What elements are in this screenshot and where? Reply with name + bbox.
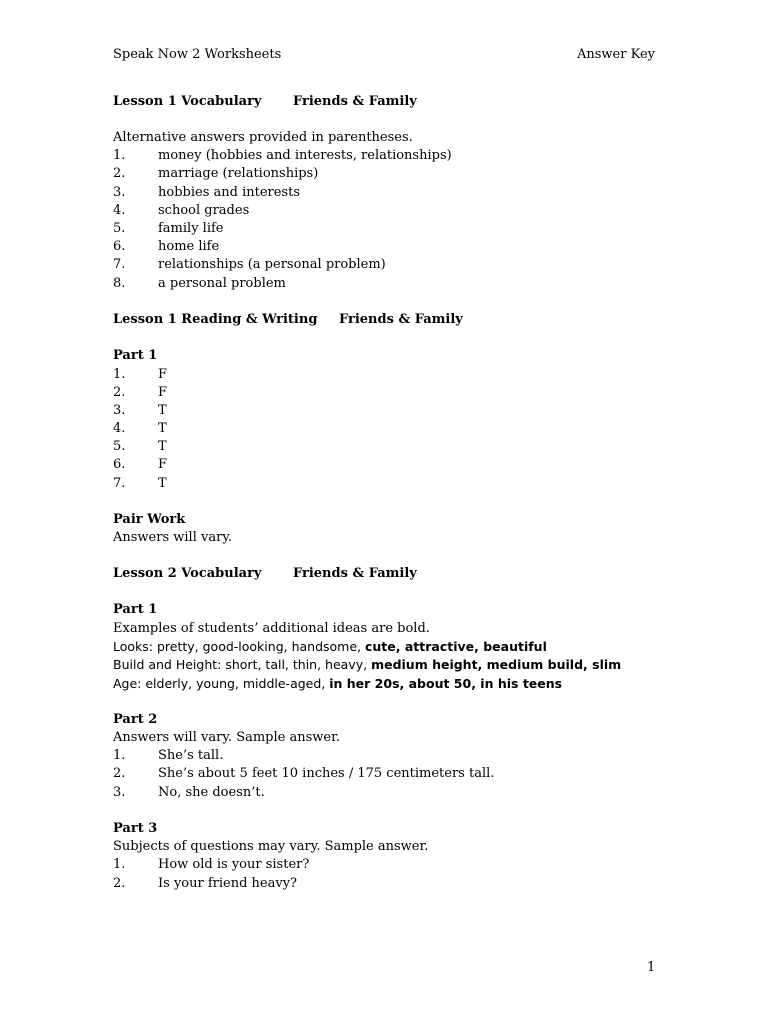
list-item: 2. marriage (relationships): [113, 166, 319, 181]
part-title: Pair Work: [113, 512, 186, 527]
list-item: 7. relationships (a personal problem): [113, 257, 386, 272]
part-title: Part 1: [113, 348, 158, 363]
page-header: [113, 47, 655, 65]
section-title: Lesson 2 Vocabulary: [113, 566, 262, 581]
list-item: 3. No, she doesn’t.: [113, 785, 265, 800]
section-theme: Friends & Family: [293, 94, 417, 109]
list-item: 8. a personal problem: [113, 276, 286, 291]
section-heading: [113, 93, 417, 111]
build-line: Build and Height: short, tall, thin, heavy, medium height, medium build, slim: [113, 657, 622, 672]
list-item: 7. T: [113, 476, 167, 491]
section-heading: [113, 565, 417, 583]
body-text: Answers will vary. Sample answer.: [113, 730, 341, 745]
list-item: 1. F: [113, 367, 168, 382]
page-number: 1: [647, 960, 656, 975]
part-title: Part 2: [113, 712, 158, 727]
section-title: Lesson 1 Reading & Writing: [113, 312, 318, 327]
section-heading: [113, 311, 463, 329]
list-item: 3. T: [113, 403, 167, 418]
part-title: Part 3: [113, 821, 158, 836]
list-item: 3. hobbies and interests: [113, 185, 300, 200]
list-item: 5. family life: [113, 221, 224, 236]
list-item: 4. T: [113, 421, 167, 436]
body-text: Subjects of questions may vary. Sample answer.: [113, 839, 429, 854]
part-title: Part 1: [113, 602, 158, 617]
looks-line: Looks: pretty, good-looking, handsome, cute, attractive, beautiful: [113, 639, 547, 654]
list-item: 2. F: [113, 385, 168, 400]
section-theme: Friends & Family: [339, 312, 463, 327]
header-title: Speak Now 2 Worksheets: [113, 47, 282, 62]
age-line: Age: elderly, young, middle-aged, in her 20s, about 50, in his teens: [113, 676, 563, 691]
body-text: Answers will vary.: [113, 530, 233, 545]
header-answer-key: Answer Key: [577, 47, 655, 62]
list-item: 1. money (hobbies and interests, relationships): [113, 148, 452, 163]
list-item: 2. She’s about 5 feet 10 inches / 175 centimeters tall.: [113, 766, 495, 781]
body-text: Examples of students’ additional ideas are bold.: [113, 621, 430, 636]
list-item: 1. She’s tall.: [113, 748, 224, 763]
list-item: 6. F: [113, 457, 168, 472]
section-theme: Friends & Family: [293, 566, 417, 581]
list-item: 6. home life: [113, 239, 220, 254]
section-intro: Alternative answers provided in parentheses.: [113, 130, 413, 145]
list-item: 4. school grades: [113, 203, 250, 218]
list-item: 2. Is your friend heavy?: [113, 876, 298, 891]
section-title: Lesson 1 Vocabulary: [113, 94, 262, 109]
list-item: 1. How old is your sister?: [113, 857, 310, 872]
list-item: 5. T: [113, 439, 167, 454]
